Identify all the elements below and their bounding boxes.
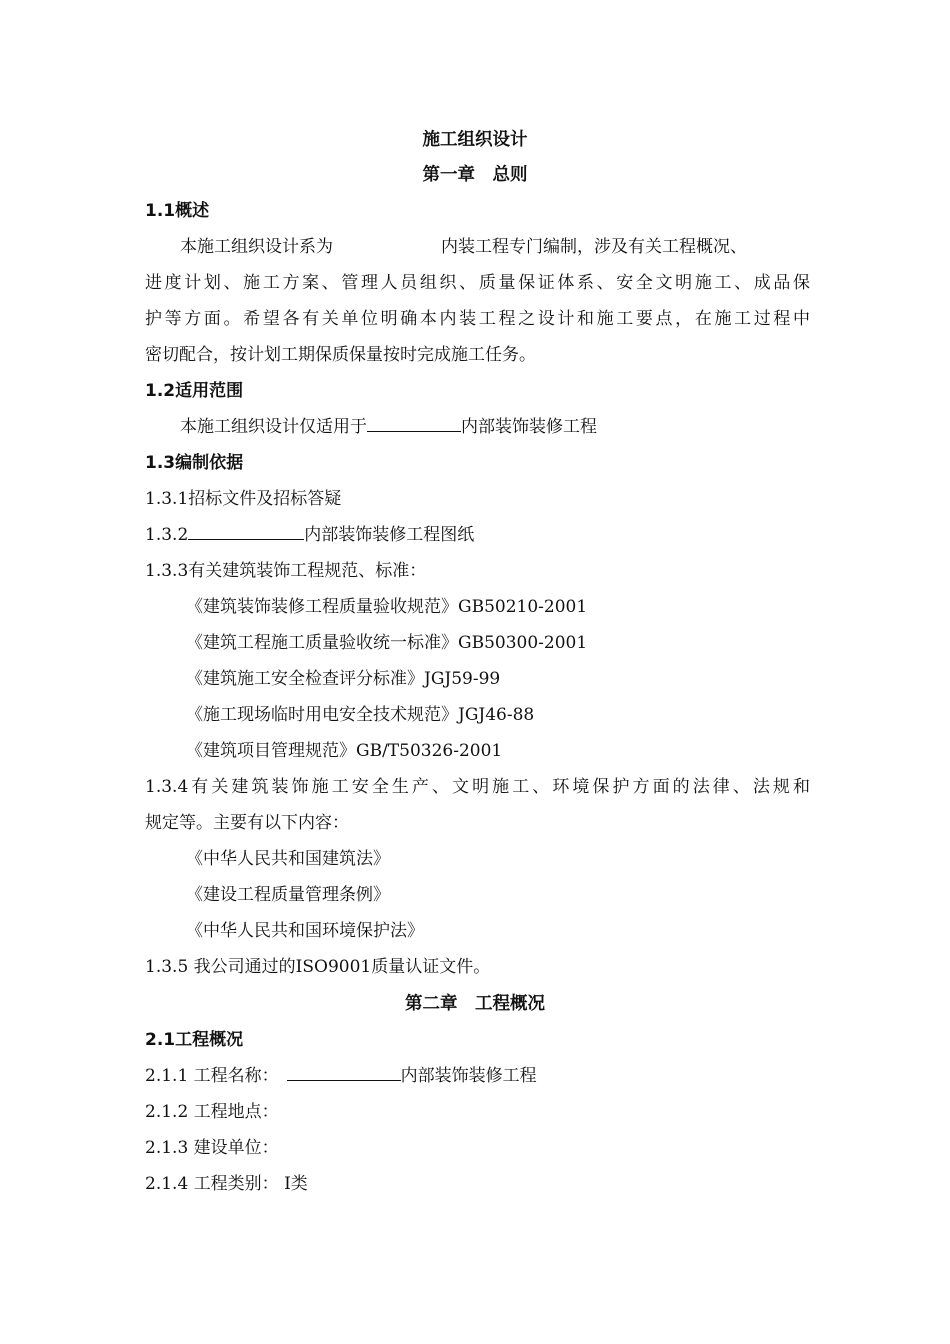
item-2-1-3: 2.1.3 建设单位：	[145, 1138, 279, 1158]
scope-line	[180, 415, 845, 439]
chapter-1-heading: 第一章 总则	[422, 165, 528, 185]
section-1-1-heading: 1.1概述	[145, 201, 210, 221]
project-name-underline	[188, 525, 304, 540]
project-name-underline	[367, 417, 461, 432]
scope-text-b: 内部装饰装修工程	[461, 417, 597, 437]
item-1-3-4-line-1: 1.3.4有关建筑装饰施工安全生产、文明施工、环境保护方面的法律、法规和	[145, 777, 810, 797]
section-1-2-heading: 1.2适用范围	[145, 381, 244, 401]
law-item: 《中华人民共和国环境保护法》	[186, 921, 424, 941]
item-1-3-2-number: 1.3.2	[145, 525, 189, 545]
item-1-3-2	[145, 523, 810, 547]
item-2-1-4: 2.1.4 工程类别： Ⅰ类	[145, 1174, 308, 1194]
chapter-2-heading: 第二章 工程概况	[405, 994, 545, 1014]
item-2-1-1-text: 内部装饰装修工程	[400, 1066, 537, 1086]
standard-item: 《建筑工程施工质量验收统一标准》GB50300-2001	[186, 633, 588, 653]
project-name-underline	[287, 1066, 401, 1081]
section-2-1-heading: 2.1工程概况	[145, 1030, 244, 1050]
section-1-3-heading: 1.3编制依据	[145, 453, 244, 473]
law-item: 《中华人民共和国建筑法》	[186, 849, 390, 869]
paragraph-overview-line-3: 护等方面。希望各有关单位明确本内装工程之设计和施工要点，在施工过程中	[145, 309, 810, 329]
paragraph-overview-line-1	[180, 235, 845, 259]
scope-text-a: 本施工组织设计仅适用于	[180, 417, 367, 437]
paragraph-overview-line-4: 密切配合，按计划工期保质保量按时完成施工任务。	[145, 345, 536, 365]
paragraph-overview-line-2: 进度计划、施工方案、管理人员组织、质量保证体系、安全文明施工、成品保	[145, 273, 810, 293]
item-1-3-3: 1.3.3有关建筑装饰工程规范、标准：	[145, 561, 427, 581]
item-1-3-4-line-2: 规定等。主要有以下内容：	[145, 813, 349, 833]
overview-text-b: 内装工程专门编制，涉及有关工程概况、	[441, 237, 747, 257]
document-title: 施工组织设计	[422, 130, 528, 150]
item-1-3-1: 1.3.1招标文件及招标答疑	[145, 489, 342, 509]
standard-item: 《建筑项目管理规范》GB/T50326-2001	[186, 741, 503, 761]
standard-item: 《建筑装饰装修工程质量验收规范》GB50210-2001	[186, 597, 588, 617]
item-1-3-5: 1.3.5 我公司通过的ISO9001质量认证文件。	[145, 957, 491, 977]
item-2-1-1	[145, 1064, 810, 1088]
item-2-1-1-label: 2.1.1 工程名称：	[145, 1066, 279, 1086]
item-2-1-2: 2.1.2 工程地点：	[145, 1102, 279, 1122]
item-1-3-2-text: 内部装饰装修工程图纸	[304, 525, 475, 545]
standard-item: 《建筑施工安全检查评分标准》JGJ59-99	[186, 669, 501, 689]
law-item: 《建设工程质量管理条例》	[186, 885, 390, 905]
overview-text-a: 本施工组织设计系为	[180, 237, 333, 257]
standard-item: 《施工现场临时用电安全技术规范》JGJ46-88	[186, 705, 535, 725]
